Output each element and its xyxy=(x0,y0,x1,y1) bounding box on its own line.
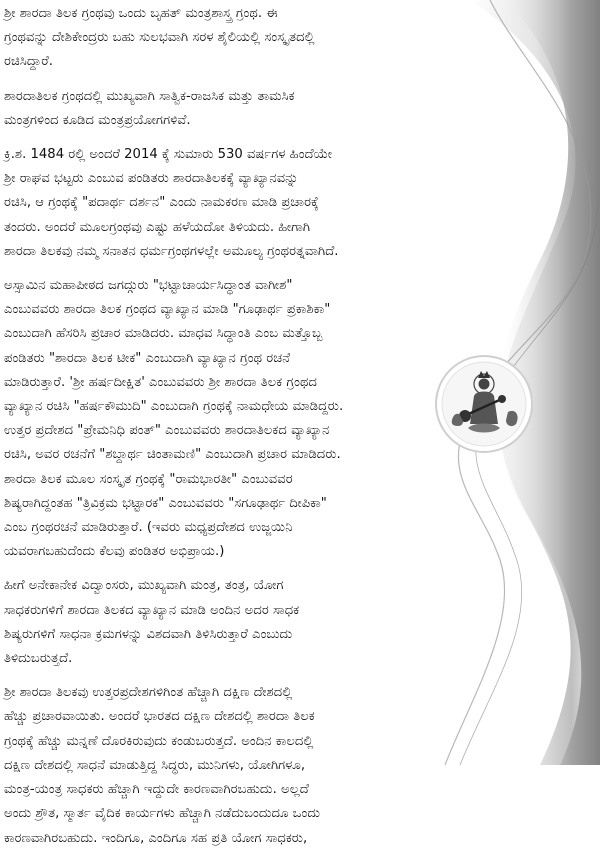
head xyxy=(479,379,490,390)
peacock xyxy=(506,411,518,426)
goddess-saraswati-veena-icon xyxy=(434,354,534,454)
text-line: ಮಾಡಿರುತ್ತಾರೆ. 'ಶ್ರೀ ಹರ್ಷದೀಕ್ಷಿತ' ಎಂಬುವವರು ಶ್ರೀ ಶಾರದಾ ತಿಲಕ ಗ್ರಂಥದ xyxy=(4,374,318,390)
text-line: ಕಾರಣವಾಗಿರಬಹುದು. ಇಂದಿಗೂ, ಎಂದಿಗೂ ಸಹ ಪ್ರತಿ ಯೋಗ ಸಾಧಕರು, xyxy=(4,830,308,846)
text-line: ರಚಿಸಿದ್ದಾರೆ. xyxy=(4,54,53,70)
text-line: ಎಂಬುವವರು ಶಾರದಾ ತಿಲಕ ಗ್ರಂಥದ ವ್ಯಾಖ್ಯಾನ ಮಾಡಿ "ಗೂಢಾರ್ಥ ಪ್ರಕಾಶಿಕಾ" xyxy=(4,302,331,318)
paragraph xyxy=(4,574,440,671)
paragraph xyxy=(4,274,440,564)
paragraph xyxy=(4,681,440,850)
text-line: ಅಸ್ಸಾಮಿನ ಮಹಾಪೀಠದ ಜಗದ್ಗುರು "ಭಟ್ಟಾಚಾರ್ಯಸಿದ್ಧಾಂತ ವಾಗೀಶ" xyxy=(4,278,293,294)
text-line: ಶಿಷ್ಯರಾಗಿದ್ದಂತಹ "ತ್ರಿವಿಕ್ರಮ ಭಟ್ಟಾರಕ" ಎಂಬುವವರು "ಸಗೂಢಾರ್ಥ ದೀಪಿಕಾ" xyxy=(4,495,327,511)
text-line: ಎಂಬುದಾಗಿ ಹೆಸರಿಸಿ ಪ್ರಚಾರ ಮಾಡಿದರು. ಮಾಧವ ಸಿದ್ಧಾಂತಿ ಎಂಬ ಮತ್ತೊಬ್ಬ xyxy=(4,326,323,342)
text-line: ತಂದರು. ಅಂದರೆ ಮೂಲಗ್ರಂಥವು ಎಷ್ಟು ಹಳೆಯದೋ ತಿಳಿಯದು. ಹೀಗಾಗಿ xyxy=(4,219,311,235)
text-line: ತಿಳಿದುಬರುತ್ತದೆ. xyxy=(4,651,73,667)
text-line: ಎಂಬ ಗ್ರಂಥರಚನೆ ಮಾಡಿರುತ್ತಾರೆ. (ಇವರು ಮಧ್ಯಪ್ರದೇಶದ ಉಜ್ಜಯಿನಿ xyxy=(4,520,293,536)
paragraph xyxy=(4,2,440,75)
text-line: ಶ್ರೀ ರಾಘವ ಭಟ್ಟರು ಎಂಬುವ ಪಂಡಿತರು ಶಾರದಾತಿಲಕಕ್ಕೆ ವ್ಯಾಖ್ಯಾನವನ್ನು xyxy=(4,171,299,187)
text-line: ಶಿಷ್ಯರುಗಳಿಗೆ ಸಾಧನಾ ಕ್ರಮಗಳನ್ನು ವಿಶದವಾಗಿ ತಿಳಿಸಿರುತ್ತಾರೆ ಎಂಬುದು xyxy=(4,626,293,642)
text-line: ಶ್ರೀ ಶಾರದಾ ತಿಲಕ ಗ್ರಂಥವು ಒಂದು ಬೃಹತ್ ಮಂತ್ರಶಾಸ್ತ್ರ ಗ್ರಂಥ. ಈ xyxy=(4,6,278,21)
article-body xyxy=(4,2,440,861)
text-line: ಅಂದು ಶ್ರೌತ, ಸ್ಮಾರ್ತ ವೈದಿಕ ಕಾರ್ಯಗಳು ಹೆಚ್ಚಾಗಿ ನಡೆದುಬಂದುದೂ ಒಂದು xyxy=(4,806,321,822)
text-line: ಶಾರದಾ ತಿಲಕ ಮೂಲ ಸಂಸ್ಕೃತ ಗ್ರಂಥಕ್ಕೆ "ರಾಮಭಾರತೀ" ಎಂಬುವವರ xyxy=(4,471,293,487)
text-line: ಸಾಧಕರುಗಳಿಗೆ ಶಾರದಾ ತಿಲಕದ ವ್ಯಾಖ್ಯಾನ ಮಾಡಿ ಅಂದಿನ ಅದರ ಸಾಧಕ xyxy=(4,602,300,618)
text-line: ದಕ್ಷಿಣ ದೇಶದಲ್ಲಿ ಸಾಧನೆ ಮಾಡುತ್ತಿದ್ದ ಸಿದ್ಧರು, ಮುನಿಗಳು, ಯೋಗಿಗಳೂ, xyxy=(4,757,306,773)
paragraph xyxy=(4,85,440,133)
text-line: ಉತ್ತರ ಪ್ರದೇಶದ "ಪ್ರೇಮನಿಧಿ ಪಂತ್" ಎಂಬುವವರು ಶಾರದಾತಿಲಕದ ವ್ಯಾಖ್ಯಾನ xyxy=(4,423,330,439)
text-line: ರಚಿಸಿ, ಆ ಗ್ರಂಥಕ್ಕೆ "ಪದಾರ್ಥ ದರ್ಶನ" ಎಂದು ನಾಮಕರಣ ಮಾಡಿ ಪ್ರಚಾರಕ್ಕೆ xyxy=(4,195,319,211)
text-line: ವ್ಯಾಖ್ಯಾನ ರಚಿಸಿ "ಹರ್ಷಕೌಮುದಿ" ಎಂಬುದಾಗಿ ಗ್ರಂಥಕ್ಕೆ ನಾಮಧೇಯ ಮಾಡಿದ್ದರು. xyxy=(4,399,344,415)
text-line: ಶ್ರೀ ಶಾರದಾ ತಿಲಕವು ಉತ್ತರಪ್ರದೇಶಗಳಿಗಿಂತ ಹೆಚ್ಚಾಗಿ ದಕ್ಷಿಣ ದೇಶದಲ್ಲಿ xyxy=(4,685,293,701)
text-line: ಶಾರದಾತಿಲಕ ಗ್ರಂಥದಲ್ಲಿ ಮುಖ್ಯವಾಗಿ ಸಾತ್ವಿಕ-ರಾಜಸಿಕ ಮತ್ತು ತಾಮಸಿಕ xyxy=(4,88,295,104)
text-line: ಗ್ರಂಥಕ್ಕೆ ಹೆಚ್ಚು ಮನ್ನಣೆ ದೊರಕಿರುವುದು ಕಂಡುಬರುತ್ತದೆ. ಅಂದಿನ ಕಾಲದಲ್ಲಿ xyxy=(4,733,314,749)
paragraph xyxy=(4,143,440,264)
text-line: ಗ್ರಂಥವನ್ನು ದೇಶಿಕೇಂದ್ರರು ಬಹು ಸುಲಭವಾಗಿ ಸರಳ ಶೈಲಿಯಲ್ಲಿ ಸಂಸ್ಕೃತದಲ್ಲಿ xyxy=(4,30,315,46)
text-line: ಹೀಗೆ ಅನೇಕಾನೇಕ ವಿದ್ವಾಂಸರು, ಮುಖ್ಯವಾಗಿ ಮಂತ್ರ, ತಂತ್ರ, ಯೋಗ xyxy=(4,578,284,594)
text-line: ರಚಿಸಿ, ಅವರ ರಚನೆಗೆ "ಶಬ್ದಾರ್ಥ ಚಿಂತಾಮಣಿ" ಎಂಬುದಾಗಿ ಪ್ರಚಾರ ಮಾಡಿದರು. xyxy=(4,447,341,463)
text-line: ಯವರಾಗಬಹುದೆಂದು ಕೆಲವು ಪಂಡಿತರ ಅಭಿಪ್ರಾಯ.) xyxy=(4,544,225,560)
text-line: ಮಂತ್ರ-ಯಂತ್ರ ಸಾಧಕರು ಹೆಚ್ಚಾಗಿ ಇದ್ದುದೇ ಕಾರಣವಾಗಿರಬಹುದು. ಅಲ್ಲದೆ xyxy=(4,782,309,798)
text-line: ಕ್ರಿ.ಶ. 1484 ರಲ್ಲಿ ಅಂದರೆ 2014 ಕ್ಕೆ ಸುಮಾರು 530 ವರ್ಷಗಳ ಹಿಂದೆಯೇ xyxy=(4,147,333,163)
text-line: ಹೆಚ್ಚು ಪ್ರಚಾರವಾಯಿತು. ಅಂದರೆ ಭಾರತದ ದಕ್ಷಿಣ ದೇಶದಲ್ಲಿ ಶಾರದಾ ತಿಲಕ xyxy=(4,709,315,725)
text-line: ಮಂತ್ರಗಳಿಂದ ಕೂಡಿದ ಮಂತ್ರಪ್ರಯೋಗಗಳಿವೆ. xyxy=(4,112,191,128)
text-line: ಶಾರದಾ ತಿಲಕವು ನಮ್ಮ ಸನಾತನ ಧರ್ಮಗ್ರಂಥಗಳಲ್ಲೇ ಅಮೂಲ್ಯ ಗ್ರಂಥರತ್ನವಾಗಿದೆ. xyxy=(4,243,339,259)
text-line: ಪಂಡಿತರು "ಶಾರದಾ ತಿಲಕ ಟೀಕ" ಎಂಬುದಾಗಿ ವ್ಯಾಖ್ಯಾನ ಗ್ರಂಥ ರಚನೆ xyxy=(4,350,291,366)
